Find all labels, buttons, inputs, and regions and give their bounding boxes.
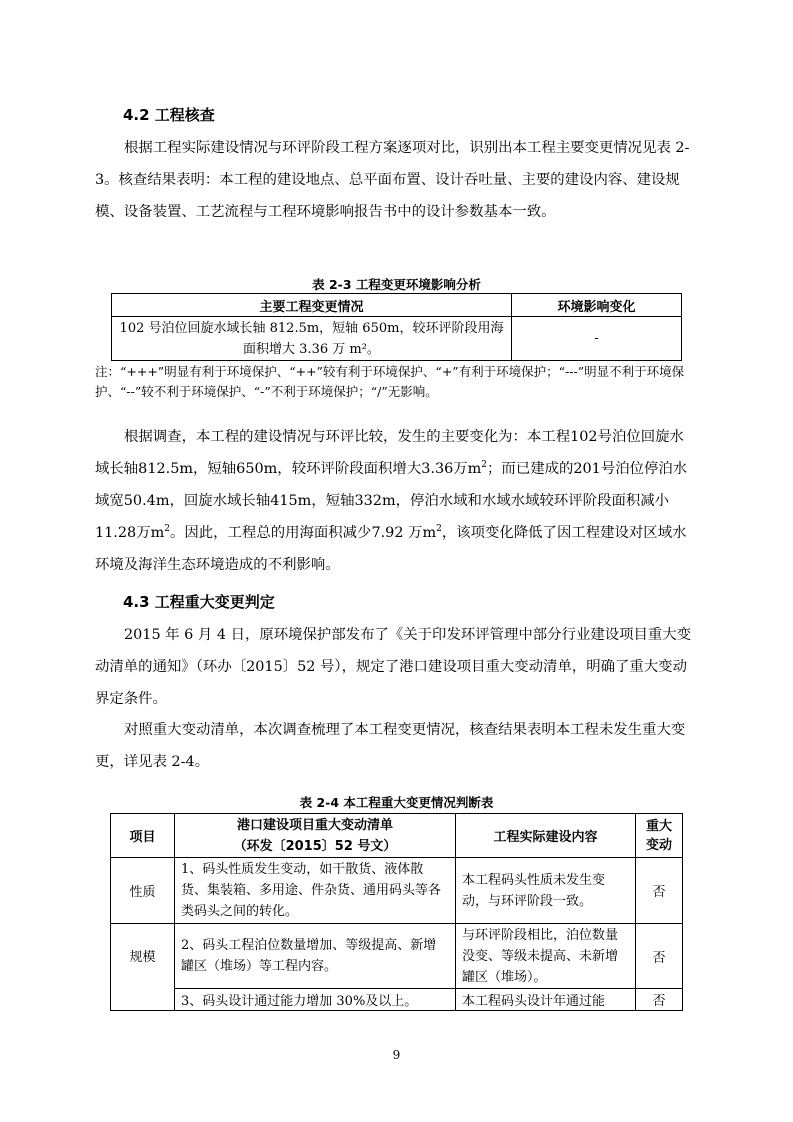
table-2-4-header-major-line2: 变动: [645, 837, 672, 853]
table-2-4-row-2-content: 与环评阶段相比，泊位数量没变、等级未提高、未新增罐区（堆场）。: [456, 924, 636, 989]
change-text-b: ；而已建成的201号泊位停泊水域宽50.4m，回旋水域长轴415m，短轴332m，停泊水域和水域水域较环评阶段面积减小11.28万m: [95, 461, 688, 541]
table-2-3: [111, 293, 682, 361]
table-2-3-impact-cell: -: [512, 317, 682, 361]
table-row: [111, 924, 683, 989]
change-text-d: ，该项变化降低了因工程建设对区域水环境及海洋生态环境造成的不利影响。: [95, 525, 687, 573]
table-2-4-caption: 表 2-4 本工程重大变更情况判断表: [299, 795, 494, 810]
section-4-3-paragraph-1: 2015 年 6 月 4 日，原环境保护部发布了《关于印发环评管理中部分行业建设项目重大变动清单的通知》（环办〔2015〕52 号），规定了港口建设项目重大变动清单，明确了重大变动界定条件。: [95, 627, 692, 707]
table-2-3-header-change: 主要工程变更情况: [112, 294, 512, 317]
table-2-3-caption: 表 2-3 工程变更环境影响分析: [312, 277, 481, 292]
table-2-4-row-2-list: 2、码头工程泊位数量增加、等级提高、新增罐区（堆场）等工程内容。: [175, 924, 456, 989]
table-2-3-note: 注：“+++”明显有利于环境保护、“++”较有利于环境保护、“+”有利于环境保护；“---”明显不利于环境保护、“--”较不利于环境保护、“-”不利于环境保护；“/”无影响。: [95, 364, 685, 399]
section-4-3-paragraph-2: 对照重大变动清单，本次调查梳理了本工程变更情况，核查结果表明本工程未发生重大变更，详见表 2-4。: [95, 722, 686, 770]
table-2-4: [110, 813, 683, 1011]
table-2-4-row-1-list: 1、码头性质发生变动，如干散货、液体散货、集装箱、多用途、件杂货、通用码头等各类码头之间的转化。: [175, 858, 456, 924]
change-text-c: 。因此，工程总的用海面积减少7.92 万m: [169, 525, 437, 541]
table-2-4-header-list-line1: 港口建设项目重大变动清单: [236, 817, 393, 833]
table-2-4-header-item: 项目: [111, 814, 175, 858]
table-2-4-row-2-item: 规模: [111, 924, 175, 1011]
table-2-3-header-impact: 环境影响变化: [512, 294, 682, 317]
change-sup-c: 2: [436, 524, 442, 535]
change-analysis-paragraph: [95, 421, 697, 581]
table-2-4-header-major: [636, 814, 683, 858]
table-row: [111, 858, 683, 924]
change-sup-a: 2: [481, 460, 488, 471]
table-2-4-row-3-list: 3、码头设计通过能力增加 30%及以上。: [175, 989, 456, 1011]
table-2-4-row-3-content: 本工程码头设计年通过能: [456, 989, 636, 1011]
table-2-4-header-list: [175, 814, 456, 858]
table-2-4-header-list-line2: （环发〔2015〕52 号文）: [233, 838, 397, 854]
table-2-4-header-content: 工程实际建设内容: [456, 814, 636, 858]
table-2-4-row-1-major: 否: [636, 858, 683, 924]
table-2-3-change-cell: 102 号泊位回旋水域长轴 812.5m，短轴 650m，较环评阶段用海面积增大 3.36 万 m²。: [112, 317, 512, 361]
table-2-4-row-3-major: 否: [636, 989, 683, 1011]
page-number: 9: [392, 1048, 401, 1062]
table-row: [111, 989, 683, 1011]
section-4-2-paragraph: 根据工程实际建设情况与环评阶段工程方案逐项对比，识别出本工程主要变更情况见表 2-3。核查结果表明：本工程的建设地点、总平面布置、设计吞吐量、主要的建设内容、建设规模、设备装置、工艺流程与工程环境影响报告书中的设计参数基本一致。: [95, 140, 690, 220]
section-4-3-heading: 4.3 工程重大变更判定: [123, 593, 275, 611]
section-4-2-heading: 4.2 工程核查: [123, 106, 215, 124]
table-2-4-row-1-item: 性质: [111, 858, 175, 924]
table-2-4-header-major-line1: 重大: [645, 818, 672, 834]
change-sup-b: 2: [164, 524, 170, 535]
table-2-4-row-2-major: 否: [636, 924, 683, 989]
change-text-a: 根据调查，本工程的建设情况与环评比较，发生的主要变化为：本工程102号泊位回旋水域长轴812.5m，短轴650m，较环评阶段面积增大3.36万m: [95, 429, 684, 477]
table-2-4-row-1-content: 本工程码头性质未发生变动，与环评阶段一致。: [456, 858, 636, 924]
